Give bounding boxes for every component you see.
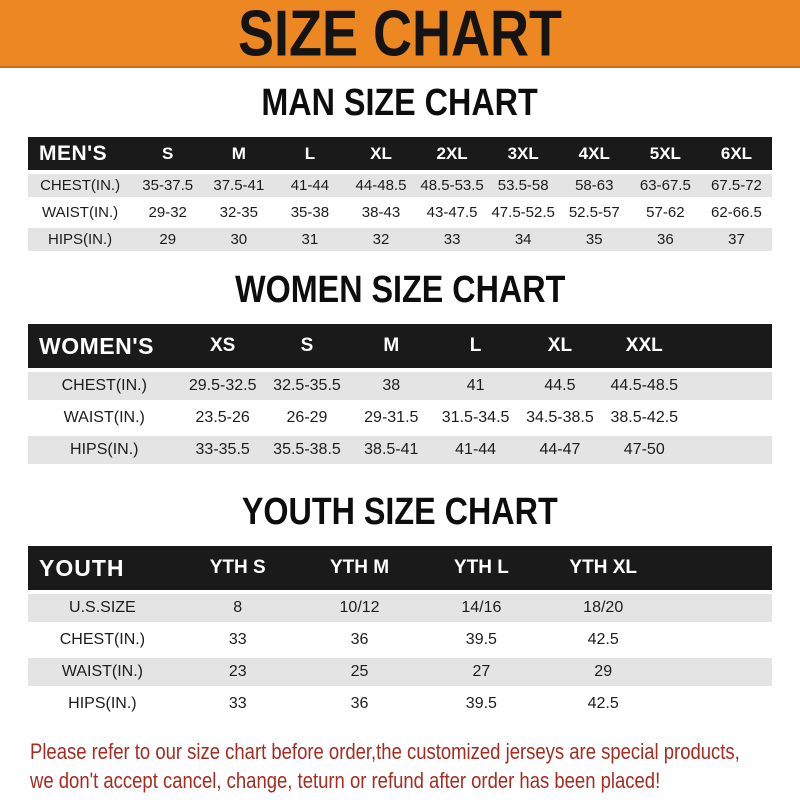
disclaimer-line-2: we don't accept cancel, change, teturn or refund after order has been placed! xyxy=(30,768,661,793)
men-table-wrap xyxy=(0,133,800,255)
size-value-cell: 32 xyxy=(345,228,416,251)
size-value-cell: 36 xyxy=(299,626,421,654)
column-header: L xyxy=(274,137,345,170)
column-header: M xyxy=(349,324,433,368)
table-row xyxy=(28,228,772,251)
column-header: S xyxy=(265,324,349,368)
column-header: YTH M xyxy=(299,546,421,590)
column-header: 3XL xyxy=(488,137,559,170)
size-value-cell: 23.5-26 xyxy=(181,404,265,432)
table-header-row xyxy=(28,137,772,170)
size-value-cell: 36 xyxy=(299,690,421,718)
spacer-cell xyxy=(664,658,772,686)
women-table-wrap xyxy=(0,320,800,468)
size-value-cell: 34.5-38.5 xyxy=(518,404,602,432)
row-label: WAIST(IN.) xyxy=(28,201,132,224)
spacer-cell xyxy=(686,436,772,464)
youth-section-heading xyxy=(0,492,800,532)
size-value-cell: 39.5 xyxy=(420,690,542,718)
size-value-cell: 42.5 xyxy=(542,626,664,654)
women-section-heading xyxy=(0,270,800,310)
size-value-cell: 27 xyxy=(420,658,542,686)
column-header: XXL xyxy=(602,324,686,368)
table-row xyxy=(28,690,772,718)
banner-title: SIZE CHART xyxy=(238,0,562,70)
size-value-cell: 58-63 xyxy=(559,174,630,197)
row-label: CHEST(IN.) xyxy=(28,626,177,654)
size-value-cell: 18/20 xyxy=(542,594,664,622)
size-value-cell: 62-66.5 xyxy=(701,201,772,224)
size-value-cell: 29.5-32.5 xyxy=(181,372,265,400)
men-section-heading xyxy=(0,83,800,123)
banner xyxy=(0,0,800,68)
size-value-cell: 57-62 xyxy=(630,201,701,224)
table-row xyxy=(28,626,772,654)
women-size-section xyxy=(0,270,800,468)
column-header: 5XL xyxy=(630,137,701,170)
column-header: XL xyxy=(518,324,602,368)
size-value-cell: 8 xyxy=(177,594,299,622)
size-value-cell: 30 xyxy=(203,228,274,251)
size-value-cell: 38.5-41 xyxy=(349,436,433,464)
row-label: U.S.SIZE xyxy=(28,594,177,622)
spacer-cell xyxy=(686,324,772,368)
size-value-cell: 63-67.5 xyxy=(630,174,701,197)
table-row xyxy=(28,201,772,224)
spacer-cell xyxy=(664,690,772,718)
size-value-cell: 23 xyxy=(177,658,299,686)
size-value-cell: 35.5-38.5 xyxy=(265,436,349,464)
row-label: HIPS(IN.) xyxy=(28,228,132,251)
table-header-row xyxy=(28,546,772,590)
spacer-cell xyxy=(664,594,772,622)
youth-size-table xyxy=(28,542,772,722)
size-value-cell: 38-43 xyxy=(345,201,416,224)
column-header: YTH L xyxy=(420,546,542,590)
table-group-label: YOUTH xyxy=(28,546,177,590)
size-value-cell: 33-35.5 xyxy=(181,436,265,464)
size-value-cell: 29-32 xyxy=(132,201,203,224)
size-value-cell: 35 xyxy=(559,228,630,251)
men-section-heading-text: MAN SIZE CHART xyxy=(261,82,539,124)
row-label: CHEST(IN.) xyxy=(28,174,132,197)
row-label: HIPS(IN.) xyxy=(28,436,181,464)
table-row xyxy=(28,174,772,197)
size-value-cell: 31 xyxy=(274,228,345,251)
size-value-cell: 44.5-48.5 xyxy=(602,372,686,400)
size-value-cell: 35-38 xyxy=(274,201,345,224)
table-row xyxy=(28,372,772,400)
size-value-cell: 36 xyxy=(630,228,701,251)
column-header: YTH S xyxy=(177,546,299,590)
size-value-cell: 47-50 xyxy=(602,436,686,464)
size-value-cell: 29 xyxy=(132,228,203,251)
size-value-cell: 32-35 xyxy=(203,201,274,224)
size-value-cell: 26-29 xyxy=(265,404,349,432)
size-value-cell: 10/12 xyxy=(299,594,421,622)
spacer-cell xyxy=(664,626,772,654)
table-header-row xyxy=(28,324,772,368)
table-group-label: MEN'S xyxy=(28,137,132,170)
size-value-cell: 33 xyxy=(417,228,488,251)
row-label: WAIST(IN.) xyxy=(28,658,177,686)
column-header: 2XL xyxy=(417,137,488,170)
size-value-cell: 41-44 xyxy=(274,174,345,197)
size-value-cell: 33 xyxy=(177,626,299,654)
disclaimer-line-1: Please refer to our size chart before order,the customized jerseys are special products, xyxy=(30,739,740,764)
spacer-cell xyxy=(686,372,772,400)
size-value-cell: 34 xyxy=(488,228,559,251)
size-value-cell: 25 xyxy=(299,658,421,686)
row-label: WAIST(IN.) xyxy=(28,404,181,432)
column-header: 4XL xyxy=(559,137,630,170)
table-group-label: WOMEN'S xyxy=(28,324,181,368)
men-size-table xyxy=(28,133,772,255)
size-value-cell: 29 xyxy=(542,658,664,686)
size-value-cell: 37.5-41 xyxy=(203,174,274,197)
size-value-cell: 52.5-57 xyxy=(559,201,630,224)
size-value-cell: 38.5-42.5 xyxy=(602,404,686,432)
table-row xyxy=(28,436,772,464)
youth-size-section xyxy=(0,492,800,722)
size-value-cell: 31.5-34.5 xyxy=(433,404,517,432)
size-value-cell: 44-48.5 xyxy=(345,174,416,197)
row-label: HIPS(IN.) xyxy=(28,690,177,718)
table-row xyxy=(28,404,772,432)
column-header: YTH XL xyxy=(542,546,664,590)
size-value-cell: 41 xyxy=(433,372,517,400)
women-section-heading-text: WOMEN SIZE CHART xyxy=(234,269,566,311)
spacer-cell xyxy=(686,404,772,432)
youth-section-heading-text: YOUTH SIZE CHART xyxy=(242,491,558,533)
column-header: XS xyxy=(181,324,265,368)
column-header: XL xyxy=(345,137,416,170)
size-value-cell: 32.5-35.5 xyxy=(265,372,349,400)
women-size-table xyxy=(28,320,772,468)
size-value-cell: 14/16 xyxy=(420,594,542,622)
size-value-cell: 67.5-72 xyxy=(701,174,772,197)
column-header: M xyxy=(203,137,274,170)
size-value-cell: 53.5-58 xyxy=(488,174,559,197)
size-value-cell: 43-47.5 xyxy=(417,201,488,224)
size-value-cell: 29-31.5 xyxy=(349,404,433,432)
size-value-cell: 39.5 xyxy=(420,626,542,654)
size-value-cell: 38 xyxy=(349,372,433,400)
size-value-cell: 48.5-53.5 xyxy=(417,174,488,197)
size-value-cell: 47.5-52.5 xyxy=(488,201,559,224)
column-header: 6XL xyxy=(701,137,772,170)
size-value-cell: 41-44 xyxy=(433,436,517,464)
size-value-cell: 33 xyxy=(177,690,299,718)
size-value-cell: 37 xyxy=(701,228,772,251)
size-value-cell: 35-37.5 xyxy=(132,174,203,197)
men-size-section xyxy=(0,83,800,255)
disclaimer xyxy=(30,737,800,795)
size-value-cell: 44.5 xyxy=(518,372,602,400)
size-value-cell: 42.5 xyxy=(542,690,664,718)
row-label: CHEST(IN.) xyxy=(28,372,181,400)
column-header: S xyxy=(132,137,203,170)
youth-table-wrap xyxy=(0,542,800,722)
column-header: L xyxy=(433,324,517,368)
size-value-cell: 44-47 xyxy=(518,436,602,464)
table-row xyxy=(28,658,772,686)
table-row xyxy=(28,594,772,622)
spacer-cell xyxy=(664,546,772,590)
